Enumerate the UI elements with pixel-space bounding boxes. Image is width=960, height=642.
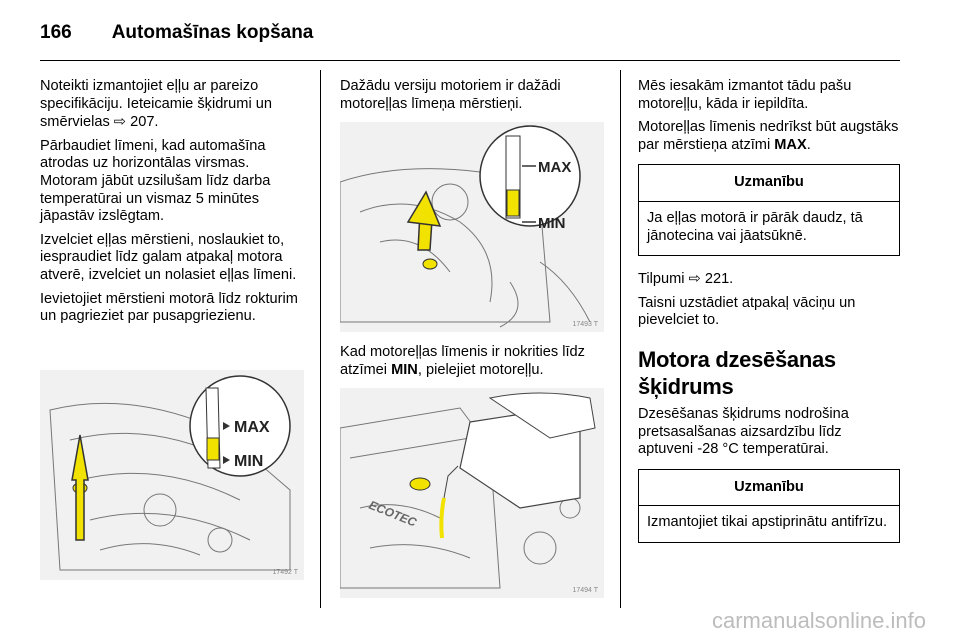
dipstick-min-label: MIN [234, 453, 264, 470]
engine-dipstick-drawing [340, 122, 604, 332]
image-number: 17492 T [272, 569, 298, 576]
paragraph: Noteikti izmantojiet eļļu ar pareizo specifikāciju. Ieteicamie šķidrumi un smērvielas ⇨ 207. [40, 78, 272, 131]
paragraph: Pārbaudiet līmeni, kad automašīna atrodas uz horizontālas virsmas. Motoram jābūt uzsilušam līdz darba temperatūrai un vismaz 5 minūtes jāpastāv izslēgtam. [40, 137, 271, 225]
page-number: 166 [40, 22, 72, 43]
paragraph: Izvelciet eļļas mērstieni, noslaukiet to, iespraudiet līdz galam atpakaļ motora atverē, izvelciet un nolasiet eļļas līmeni. [40, 231, 297, 283]
paragraph: Taisni uzstādiet atpakaļ vāciņu un pievelciet to. [638, 294, 856, 329]
paragraph: Dažādu versiju motoriem ir dažādi motoreļļas līmeņa mērstieņi. [340, 78, 561, 112]
reference-arrow-icon: ⇨ [113, 113, 127, 131]
caution-box [638, 469, 900, 543]
caution-text: Izmantojiet tikai apstiprinātu antifrīzu. [647, 514, 888, 531]
column-2 [340, 78, 610, 119]
page-reference[interactable]: 221. [700, 271, 734, 288]
caution-text: Ja eļļas motorā ir pārāk daudz, tā jānotecina vai jāatsūknē. [647, 209, 863, 244]
paragraph: Motoreļļas līmenis nedrīkst būt augstāks par mērstieņa atzīmi MAX. [638, 119, 899, 153]
reference-arrow-icon: ⇨ [688, 270, 701, 288]
engine-logo: ECOTEC [366, 497, 419, 530]
caution-box [638, 164, 900, 256]
dipstick-max-label: MAX [234, 419, 270, 436]
caution-title: Uzmanību [639, 470, 899, 507]
paragraph: Mēs iesakām izmantot tādu pašu motoreļļu, kāda ir iepildīta. [638, 78, 852, 112]
paragraph: Tilpumi ⇨ 221. [638, 270, 734, 288]
dipstick-max-label: MAX [538, 159, 572, 176]
column-3 [638, 78, 900, 557]
caution-title: Uzmanību [639, 165, 899, 202]
header-rule [40, 60, 900, 61]
dipstick-illustration-2 [340, 122, 604, 332]
oil-refill-illustration [340, 388, 604, 598]
dipstick-illustration-1 [40, 370, 304, 580]
column-divider [320, 70, 321, 608]
column-1 [40, 78, 310, 332]
image-number: 17493 T [572, 321, 598, 328]
section-heading: Motora dzesēšanas šķidrums [638, 346, 836, 399]
page-reference[interactable]: 207. [126, 114, 159, 131]
dipstick-min-label: MIN [538, 215, 566, 232]
paragraph: Dzesēšanas šķidrums nodrošina pretsasalšanas aizsardzību līdz aptuveni -28 °C temperatūrai. [638, 405, 849, 458]
engine-dipstick-drawing [40, 370, 304, 580]
engine-oil-pouring-drawing [340, 388, 604, 598]
paragraph: Kad motoreļļas līmenis ir nokrities līdz atzīmei MIN, pielejiet motoreļļu. [340, 344, 585, 378]
column-divider [620, 70, 621, 608]
page-header [40, 22, 313, 44]
paragraph: Ievietojiet mērstieni motorā līdz rokturim un pagrieziet par pusapgriezienu. [40, 290, 298, 325]
watermark: carmanualsonline.info [711, 608, 926, 633]
page-title: Automašīnas kopšana [111, 22, 314, 43]
column-2-lower [340, 344, 610, 385]
image-number: 17494 T [572, 587, 598, 594]
